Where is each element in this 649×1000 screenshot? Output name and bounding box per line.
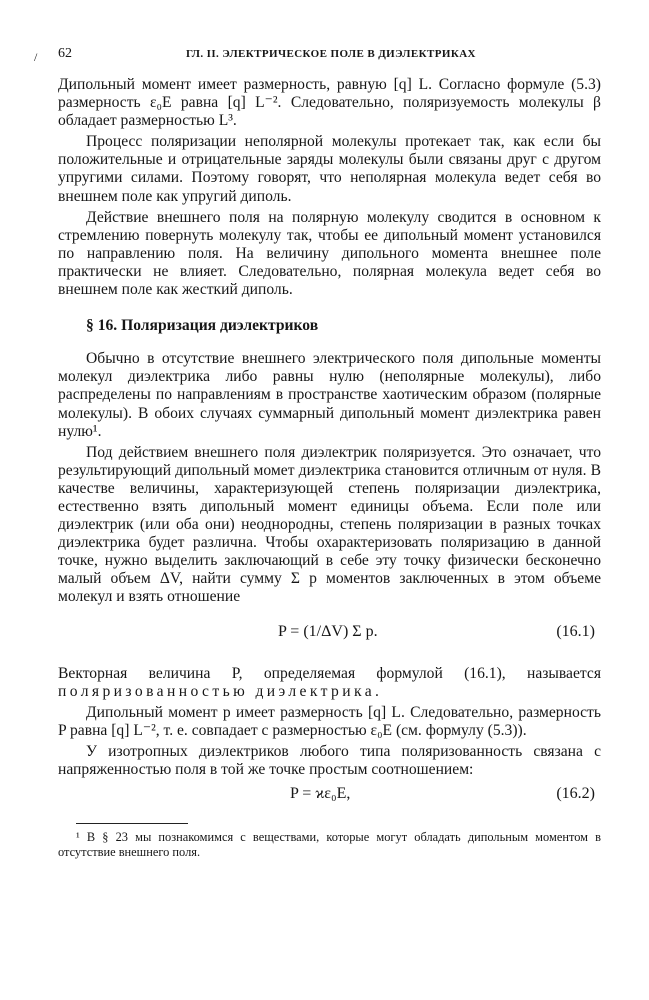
section-title: § 16. Поляризация диэлектриков (86, 317, 319, 335)
formula-16-2 (58, 783, 601, 809)
paragraph-polarization: Под действием внешнего поля диэлектрик поляризуется. Это означает, что результирующий дипольный момет диэлектрика становится отличным от нуля. В качестве величины, характеризующей степень поляризации диэлектрика, естественно взять дипольный момент единицы объема. Если поле или диэлектрик (или оба они) неоднородны, степень поляризации в разных точках диэлектрика будет различна. Чтобы охарактеризовать поляризацию в данной точке, нужно выделить заключающий в себе эту точку физически бесконечно малый объем ΔV, найти сумму Σ p моментов заключенных в этом объеме молекул и взять отношение (58, 443, 601, 606)
paragraph-p-dimension: Дипольный момент p имеет размерность [q] L. Следовательно, размерность P равна [q] L⁻², т. е. совпадает с размерностью ε₀E (см. формулу (5.3)). (58, 703, 601, 739)
paragraph-vector-definition (58, 665, 601, 701)
paragraph-polar: Действие внешнего поля на полярную молекулу сводится в основном к стремлению повернуть молекулу так, чтобы ее дипольный момент установился по направлению поля. На величину дипольного момента внешнее поле практически не влияет. Следовательно, полярная молекула ведет себя во внешнем поле как жесткий диполь. (58, 208, 601, 299)
page-number: 62 (58, 46, 72, 61)
formula-16-1-expression: P = (1/ΔV) Σ p. (278, 622, 378, 640)
footnote: ¹ В § 23 мы познакомимся с веществами, которые могут обладать дипольным моментом в отсутствие внешнего поля. (58, 830, 601, 860)
paragraph-dipole-dimension: Дипольный момент имеет размерность, равную [q] L. Согласно формуле (5.3) размерность ε₀E равна [q] L⁻². Следовательно, поляризуемость молекулы β обладает размерностью L³. (58, 76, 601, 130)
running-title: ГЛ. II. ЭЛЕКТРИЧЕСКОЕ ПОЛЕ В ДИЭЛЕКТРИКАХ (186, 48, 476, 60)
paragraph-nonpolar: Процесс поляризации неполярной молекулы протекает так, как если бы положительные и отрицательные заряды молекулы были связаны друг с другом упругими силами. Поэтому говорят, что неполярная молекула ведет себя во внешнем поле как упругий диполь. (58, 133, 601, 205)
formula-16-1 (58, 619, 601, 653)
definition-lead: Векторная величина P, определяемая формулой (16.1), называется (58, 664, 601, 682)
definition-term: поляризованностью диэлектрика. (58, 682, 383, 700)
footnote-rule (76, 823, 188, 824)
formula-16-1-number: (16.1) (556, 622, 595, 640)
paragraph-isotropic: У изотропных диэлектриков любого типа поляризованность связана с напряженностью поля в той же точке простым соотношением: (58, 742, 601, 778)
page-body (58, 76, 601, 860)
paragraph-no-field: Обычно в отсутствие внешнего электрического поля дипольные моменты молекул диэлектрика либо равны нулю (неполярные молекулы), либо распределены по направлениям в пространстве хаотическим образом (полярные молекулы). В обоих случаях суммарный дипольный момент диэлектрика равен нулю¹. (58, 350, 601, 440)
margin-mark: / (34, 50, 38, 64)
formula-16-2-expression: P = ϰε₀E, (290, 785, 351, 803)
page-header (58, 46, 601, 64)
formula-16-2-number: (16.2) (556, 785, 595, 803)
